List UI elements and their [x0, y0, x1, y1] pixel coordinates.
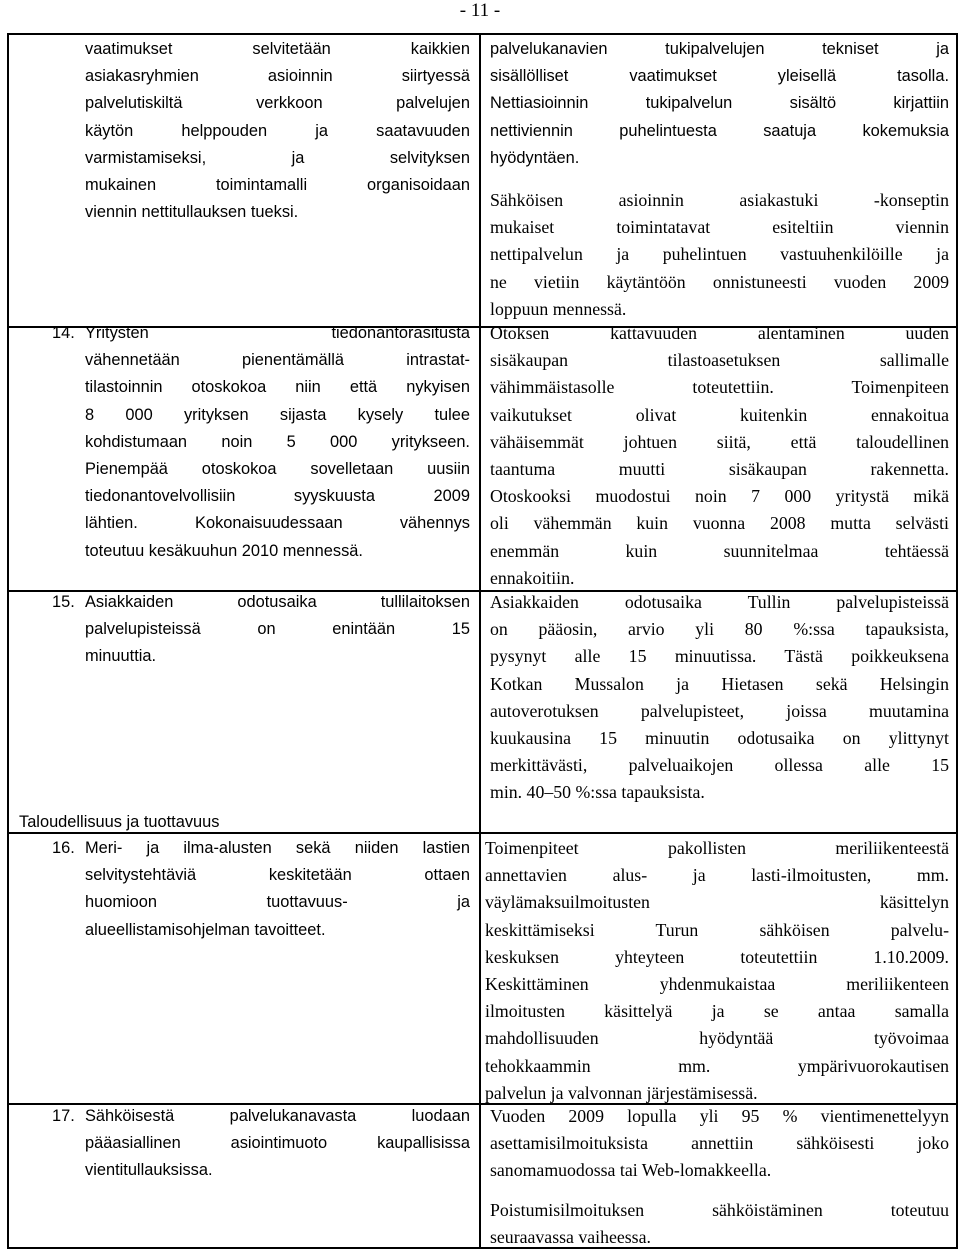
text-line: vähimmäistasolle toteutettiin. Toimenpiteen [490, 377, 949, 398]
section-heading: Taloudellisuus ja tuottavuus [19, 813, 220, 831]
page-number: - 11 - [459, 0, 501, 21]
text-line: hyödyntäen. [490, 148, 580, 167]
table-border-right [956, 33, 958, 1249]
text-line: vaikutukset olivat kuitenkin ennakoitua [490, 404, 949, 425]
text-line: 14. Yritysten tiedonantorasitusta [52, 320, 470, 347]
text-line: pääasiallinen asiointimuoto kaupallisissa [85, 1134, 470, 1153]
text-line: Vuoden 2009 lopulla yli 95 % vientimenettelyyn [490, 1106, 949, 1126]
report-table [7, 33, 958, 1249]
text-line: viennin nettitullauksen tueksi. [85, 203, 299, 222]
text-line: 16. Meri- ja ilma-alusten sekä niiden lastien [52, 835, 470, 862]
text-line: Kotkan Mussalon ja Hietasen sekä Helsingin [490, 673, 949, 694]
text-line: sisällölliset vaatimukset yleisellä tasolla. [490, 67, 949, 86]
text-line: lähtien. Kokonaisuudessaan vähennys [85, 514, 470, 533]
text-line: vientitullauksissa. [85, 1161, 213, 1180]
goal-cell [85, 36, 470, 226]
text-line: Otoksen kattavuuden alentaminen uuden [490, 323, 949, 343]
text-line: merkittävästi, palveluaikojen ollessa alle 15 [490, 755, 949, 776]
table-border-top [7, 33, 958, 35]
goal-number: 15. [52, 593, 75, 611]
text-line: 8 000 yrityksen sijasta kysely tulee [85, 405, 470, 424]
text-line: minuuttia. [85, 647, 157, 666]
text-line: selvitystehtäviä keskitetään ottaen [85, 866, 470, 885]
goal-cell [52, 589, 470, 671]
text-line: ennakoitiin. [490, 567, 575, 588]
text-line: Sähköisen asioinnin asiakastuki -konseptin [490, 190, 949, 210]
text-line: vähennetään pienentämällä intrastat- [85, 351, 470, 370]
text-line: Pienempää otoskokoa sovelletaan uusiin [85, 460, 470, 479]
goal-cell [52, 320, 470, 565]
text-line: pysynyt alle 15 minuutissa. Tästä poikkeuksena [490, 646, 949, 667]
text-line: Poistumisilmoituksen sähköistäminen toteutuu [490, 1200, 949, 1220]
text-line: palvelukanavien tukipalvelujen tekniset ja [490, 40, 949, 58]
text-line: Nettiasioinnin tukipalvelun sisältö kirjattiin [490, 94, 949, 113]
text-line: huomioon tuottavuus- ja [85, 893, 470, 912]
text-line: toteutuu kesäkuuhun 2010 mennessä. [85, 541, 363, 560]
text-line: mukainen toimintamalli organisoidaan [85, 176, 470, 195]
text-line: asiakasryhmien asioinnin siirtyessä [85, 67, 470, 86]
text-line: tilastoinnin otoskokoa niin että nykyisen [85, 378, 470, 397]
text-line: nettipalvelun ja puhelintuen vastuuhenkilöille ja [490, 244, 949, 265]
text-line: ne vietiin käytäntöön onnistuneesti vuoden 2009 [490, 271, 949, 292]
text-line: väylämaksuilmoitusten käsittelyn [485, 892, 949, 913]
text-line: kohdistumaan noin 5 000 yritykseen. [85, 432, 470, 451]
text-line: Otoskooksi muodostui noin 7 000 yritystä mikä [490, 486, 949, 507]
goal-number: 16. [52, 839, 75, 857]
text-line: vähäisemmät johtuen siitä, että taloudellinen [490, 431, 949, 452]
text-line: seuraavassa vaiheessa. [490, 1227, 651, 1248]
text-line: Keskittäminen yhdenmukaistaa meriliikenteen [485, 974, 949, 995]
goal-cell [52, 1103, 470, 1185]
text-line: asettamisilmoituksista annettiin sähköisesti joko [490, 1133, 949, 1154]
text-line: 17. Sähköisestä palvelukanavasta luodaan [52, 1103, 470, 1130]
text-line: keskittämiseksi Turun sähköisen palvelu- [485, 919, 949, 940]
text-line: nettiviennin puhelintuesta saatuja kokemuksia [490, 121, 949, 140]
text-line: kuukausina 15 minuutin odotusaika on ylittynyt [490, 728, 949, 749]
text-line: vaatimukset selvitetään kaikkien [85, 40, 470, 58]
text-line: palvelupisteissä on enintään 15 [85, 620, 470, 639]
text-line: tiedonantovelvollisiin syyskuusta 2009 [85, 487, 470, 506]
text-line: 15. Asiakkaiden odotusaika tullilaitoksen [52, 589, 470, 616]
text-line: keskuksen yhteyteen toteutettiin 1.10.2009. [485, 946, 949, 967]
text-line: mukaiset toimintatavat esiteltiin viennin [490, 217, 949, 238]
text-line: oli vähemmän kuin vuonna 2008 mutta selvästi [490, 513, 949, 534]
text-line: mahdollisuuden hyödyntää työvoimaa [485, 1028, 949, 1049]
result-cell [485, 835, 949, 1107]
text-line: on pääosin, arvio yli 80 %:ssa tapauksista, [490, 619, 949, 640]
text-line: Toimenpiteet pakollisten meriliikenteestä [485, 838, 949, 858]
text-line: enemmän kuin suunnitelmaa tehtäessä [490, 540, 949, 561]
result-cell [490, 187, 949, 323]
text-line: varmistamiseksi, ja selvityksen [85, 148, 470, 167]
result-cell [490, 36, 949, 172]
column-divider [479, 33, 481, 1249]
text-line: palvelun ja valvonnan järjestämisessä. [485, 1082, 758, 1103]
text-line: alueellistamisohjelman tavoitteet. [85, 920, 326, 939]
goal-cell [52, 835, 470, 944]
text-line: tehokkaammin mm. ympärivuorokautisen [485, 1055, 949, 1076]
text-line: ilmoitusten käsittelyä ja se antaa samalla [485, 1001, 949, 1022]
text-line: palvelutiskiltä verkkoon palvelujen [85, 94, 470, 113]
result-cell [490, 589, 949, 807]
text-line: sisäkaupan tilastoasetuksen sallimalle [490, 350, 949, 371]
goal-number: 14. [52, 324, 75, 342]
text-line: loppuun mennessä. [490, 298, 627, 319]
table-border-left [7, 33, 9, 1249]
result-cell [490, 1103, 949, 1185]
text-line: min. 40–50 %:ssa tapauksista. [490, 782, 705, 803]
text-line: käytön helppouden ja saatavuuden [85, 121, 470, 140]
text-line: annettavien alus- ja lasti-ilmoitusten, mm. [485, 865, 949, 886]
result-cell [490, 1197, 949, 1251]
result-cell [490, 320, 949, 592]
goal-number: 17. [52, 1107, 75, 1125]
text-line: taantuma muutti sisäkaupan rakennetta. [490, 459, 949, 480]
text-line: Asiakkaiden odotusaika Tullin palvelupisteissä [490, 592, 949, 612]
text-line: sanomamuodossa tai Web-lomakkeella. [490, 1160, 772, 1181]
text-line: autoverotuksen palvelupisteet, joissa muutamina [490, 700, 949, 721]
